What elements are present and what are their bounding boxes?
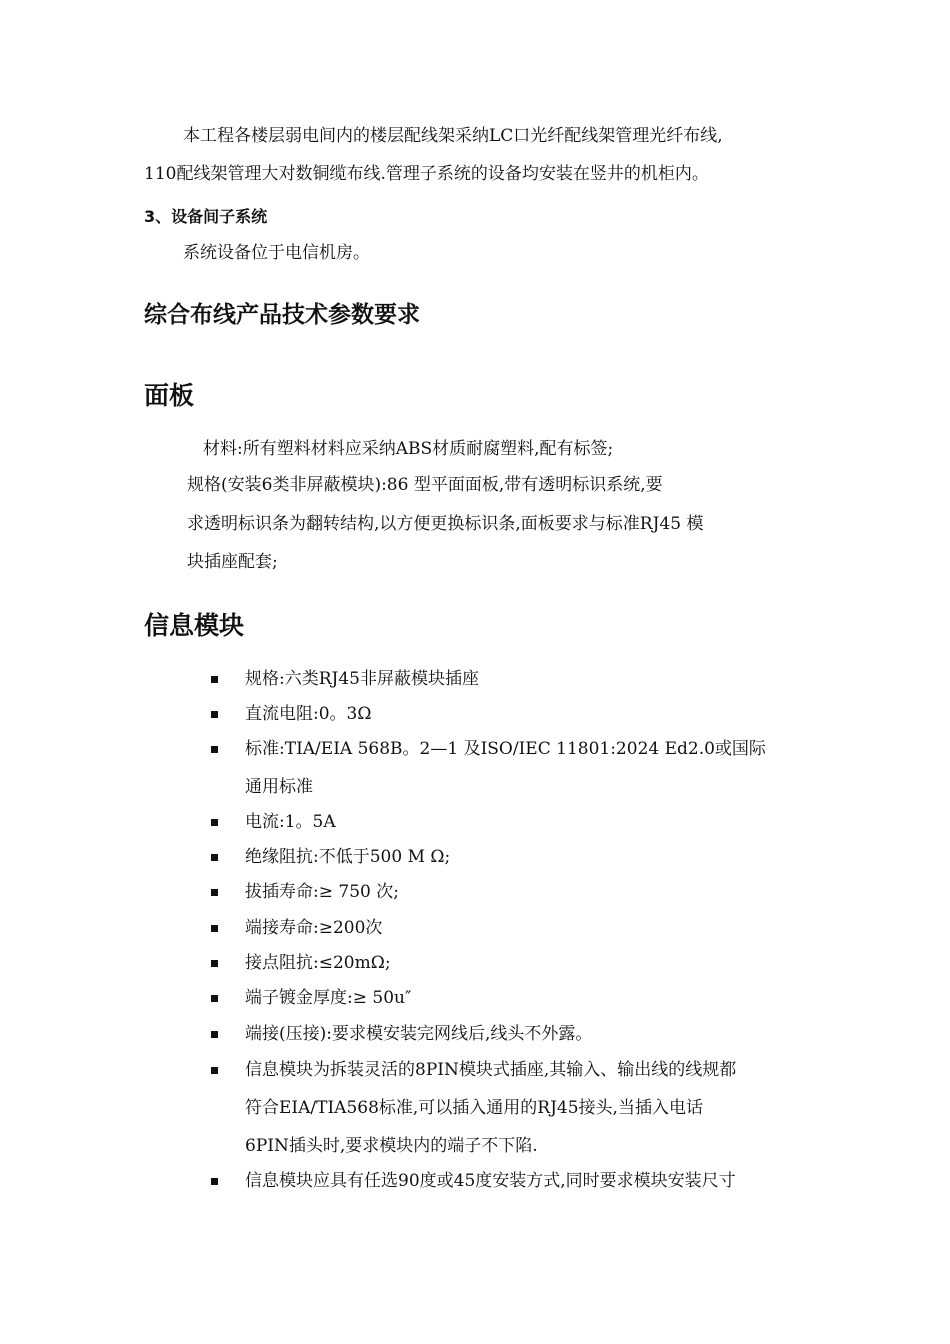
module-item-crimp: 端接(压接):要求模安装完网线后,线头不外露。 <box>245 1024 593 1044</box>
module-item-8pin-line-3: 6PIN插头时,要求模块内的端子不下陷. <box>245 1136 538 1156</box>
module-item-gold-thickness: 端子镀金厚度:≥ 50u″ <box>245 988 412 1008</box>
section-3-heading: 3、设备间子系统 <box>144 207 268 226</box>
module-item-standard-cont: 通用标准 <box>245 777 313 797</box>
bullet-marker <box>211 676 218 683</box>
bullet-marker <box>211 1178 218 1185</box>
bullet-marker <box>211 925 218 932</box>
bullet-marker <box>211 746 218 753</box>
bullet-marker <box>211 711 218 718</box>
bullet-marker <box>211 960 218 967</box>
intro-line-2: 110配线架管理大对数铜缆布线.管理子系统的设备均安装在竖井的机柜内。 <box>144 164 709 184</box>
module-item-plug-life: 拔插寿命:≥ 750 次; <box>245 882 399 902</box>
bullet-marker <box>211 854 218 861</box>
module-item-8pin-line-2: 符合EIA/TIA568标准,可以插入通用的RJ45接头,当插入电话 <box>245 1098 703 1118</box>
module-item-termination-life: 端接寿命:≥200次 <box>245 918 383 938</box>
panel-spec-line-3: 块插座配套; <box>187 552 278 572</box>
module-item-dc-resistance: 直流电阻:0。3Ω <box>245 704 372 724</box>
intro-line-1: 本工程各楼层弱电间内的楼层配线架采纳LC口光纤配线架管理光纤布线, <box>183 126 723 146</box>
panel-heading: 面板 <box>144 381 195 410</box>
panel-spec-line-2: 求透明标识条为翻转结构,以方便更换标识条,面板要求与标准RJ45 模 <box>187 514 704 534</box>
module-heading: 信息模块 <box>144 611 245 640</box>
module-item-standard: 标准:TIA/EIA 568B。2—1 及ISO/IEC 11801:2024 Ed2.0或国际 <box>245 739 766 759</box>
tech-params-heading: 综合布线产品技术参数要求 <box>144 302 420 328</box>
module-item-current: 电流:1。5A <box>245 812 336 832</box>
module-item-mount-angle: 信息模块应具有任选90度或45度安装方式,同时要求模块安装尺寸 <box>245 1171 736 1191</box>
bullet-marker <box>211 819 218 826</box>
section-3-text: 系统设备位于电信机房。 <box>183 243 370 263</box>
bullet-marker <box>211 889 218 896</box>
bullet-marker <box>211 995 218 1002</box>
module-item-8pin-line-1: 信息模块为拆装灵活的8PIN模块式插座,其输入、输出线的线规都 <box>245 1060 737 1080</box>
panel-material: 材料:所有塑料材料应采纳ABS材质耐腐塑料,配有标签; <box>203 439 614 459</box>
panel-spec-line-1: 规格(安装6类非屏蔽模块):86 型平面面板,带有透明标识系统,要 <box>187 475 663 495</box>
module-item-contact-impedance: 接点阻抗:≤20mΩ; <box>245 953 391 973</box>
bullet-marker <box>211 1067 218 1074</box>
bullet-marker <box>211 1031 218 1038</box>
module-item-insulation: 绝缘阻抗:不低于500 M Ω; <box>245 847 451 867</box>
module-item-spec: 规格:六类RJ45非屏蔽模块插座 <box>245 669 479 689</box>
